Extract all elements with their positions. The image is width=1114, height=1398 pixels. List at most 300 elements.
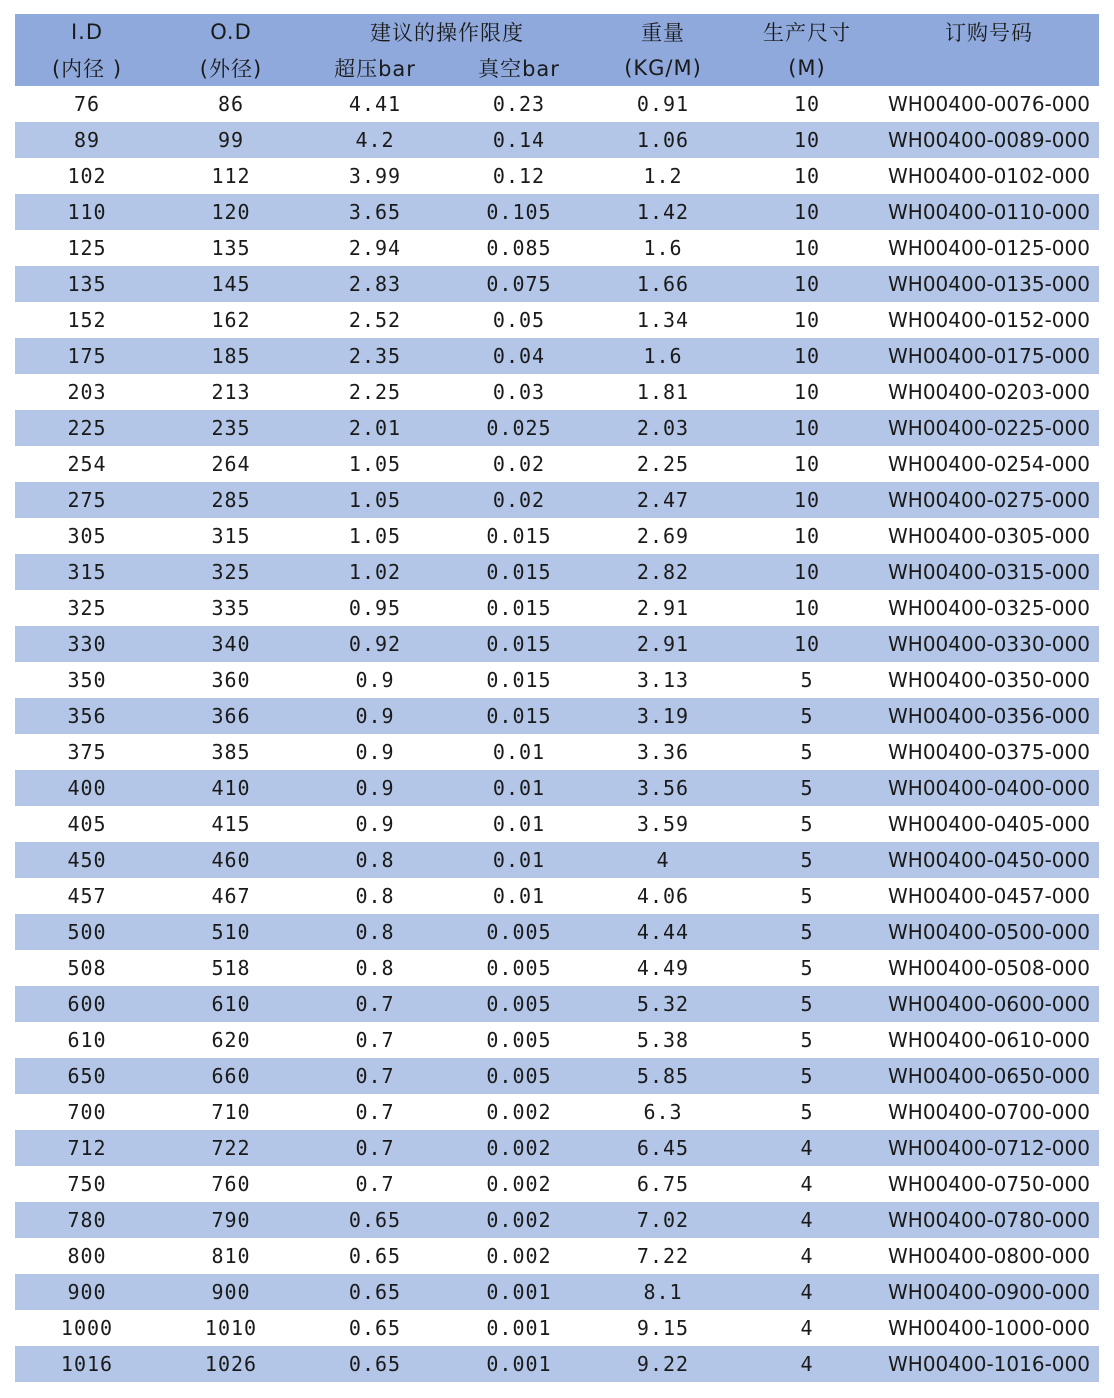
cell-vacuum: 0.04 [447,338,591,374]
cell-length: 5 [735,986,879,1022]
cell-weight: 3.59 [591,806,735,842]
cell-outer-diameter: 112 [159,158,303,194]
cell-weight: 9.15 [591,1310,735,1346]
cell-inner-diameter: 375 [15,734,159,770]
cell-vacuum: 0.015 [447,698,591,734]
cell-length: 4 [735,1166,879,1202]
cell-inner-diameter: 405 [15,806,159,842]
table-row [15,734,1099,770]
cell-inner-diameter: 1016 [15,1346,159,1382]
cell-length: 10 [735,158,879,194]
cell-order-number: WH00400-0135-000 [879,266,1099,302]
cell-weight: 1.34 [591,302,735,338]
cell-order-number: WH00400-0175-000 [879,338,1099,374]
cell-order-number: WH00400-0325-000 [879,590,1099,626]
cell-pressure: 4.2 [303,122,447,158]
cell-outer-diameter: 610 [159,986,303,1022]
cell-outer-diameter: 518 [159,950,303,986]
cell-weight: 1.42 [591,194,735,230]
cell-weight: 2.69 [591,518,735,554]
cell-length: 4 [735,1130,879,1166]
cell-vacuum: 0.02 [447,482,591,518]
cell-inner-diameter: 305 [15,518,159,554]
table-row [15,1022,1099,1058]
cell-weight: 6.3 [591,1094,735,1130]
cell-vacuum: 0.12 [447,158,591,194]
cell-vacuum: 0.001 [447,1274,591,1310]
cell-pressure: 0.8 [303,914,447,950]
header-length-unit: (M) [735,50,879,86]
cell-vacuum: 0.01 [447,806,591,842]
header-outer-diameter: O.D [159,14,303,50]
cell-order-number: WH00400-0102-000 [879,158,1099,194]
cell-inner-diameter: 600 [15,986,159,1022]
cell-outer-diameter: 360 [159,662,303,698]
cell-vacuum: 0.03 [447,374,591,410]
cell-pressure: 0.65 [303,1274,447,1310]
cell-outer-diameter: 790 [159,1202,303,1238]
header-production-length: 生产尺寸 [735,14,879,50]
cell-outer-diameter: 510 [159,914,303,950]
cell-length: 4 [735,1202,879,1238]
cell-length: 10 [735,554,879,590]
header-weight: 重量 [591,14,735,50]
cell-order-number: WH00400-0076-000 [879,86,1099,122]
cell-vacuum: 0.05 [447,302,591,338]
cell-pressure: 2.83 [303,266,447,302]
cell-inner-diameter: 500 [15,914,159,950]
cell-length: 5 [735,734,879,770]
cell-pressure: 0.92 [303,626,447,662]
cell-vacuum: 0.002 [447,1094,591,1130]
cell-order-number: WH00400-0750-000 [879,1166,1099,1202]
cell-pressure: 2.25 [303,374,447,410]
cell-vacuum: 0.075 [447,266,591,302]
cell-pressure: 0.8 [303,950,447,986]
cell-pressure: 0.65 [303,1238,447,1274]
cell-vacuum: 0.085 [447,230,591,266]
cell-outer-diameter: 213 [159,374,303,410]
cell-inner-diameter: 780 [15,1202,159,1238]
cell-length: 10 [735,266,879,302]
cell-order-number: WH00400-0500-000 [879,914,1099,950]
cell-length: 10 [735,590,879,626]
cell-outer-diameter: 99 [159,122,303,158]
cell-weight: 7.02 [591,1202,735,1238]
cell-outer-diameter: 145 [159,266,303,302]
cell-inner-diameter: 400 [15,770,159,806]
cell-outer-diameter: 810 [159,1238,303,1274]
cell-outer-diameter: 410 [159,770,303,806]
cell-vacuum: 0.002 [447,1130,591,1166]
cell-vacuum: 0.105 [447,194,591,230]
cell-length: 4 [735,1238,879,1274]
cell-outer-diameter: 86 [159,86,303,122]
cell-pressure: 0.65 [303,1310,447,1346]
cell-inner-diameter: 76 [15,86,159,122]
cell-order-number: WH00400-0650-000 [879,1058,1099,1094]
cell-order-number: WH00400-0152-000 [879,302,1099,338]
cell-outer-diameter: 366 [159,698,303,734]
cell-weight: 4.44 [591,914,735,950]
cell-pressure: 0.9 [303,698,447,734]
cell-length: 5 [735,1094,879,1130]
cell-weight: 2.82 [591,554,735,590]
cell-inner-diameter: 152 [15,302,159,338]
table-row [15,1166,1099,1202]
cell-outer-diameter: 135 [159,230,303,266]
header-row-2 [15,50,1099,86]
cell-inner-diameter: 450 [15,842,159,878]
cell-pressure: 0.7 [303,1058,447,1094]
cell-outer-diameter: 235 [159,410,303,446]
cell-length: 10 [735,482,879,518]
table-row [15,1202,1099,1238]
table-row [15,914,1099,950]
cell-inner-diameter: 650 [15,1058,159,1094]
cell-order-number: WH00400-0900-000 [879,1274,1099,1310]
cell-outer-diameter: 264 [159,446,303,482]
cell-outer-diameter: 335 [159,590,303,626]
table-row [15,302,1099,338]
cell-weight: 1.66 [591,266,735,302]
cell-length: 10 [735,374,879,410]
cell-pressure: 0.9 [303,806,447,842]
header-inner-diameter: I.D [15,14,159,50]
cell-outer-diameter: 660 [159,1058,303,1094]
cell-order-number: WH00400-0125-000 [879,230,1099,266]
cell-order-number: WH00400-0203-000 [879,374,1099,410]
header-row-1 [15,14,1099,50]
cell-pressure: 2.35 [303,338,447,374]
cell-order-number: WH00400-0330-000 [879,626,1099,662]
cell-pressure: 2.94 [303,230,447,266]
cell-inner-diameter: 750 [15,1166,159,1202]
cell-pressure: 2.01 [303,410,447,446]
cell-weight: 8.1 [591,1274,735,1310]
cell-pressure: 1.02 [303,554,447,590]
header-weight-unit: (KG/M) [591,50,735,86]
cell-vacuum: 0.015 [447,662,591,698]
cell-vacuum: 0.001 [447,1346,591,1382]
cell-order-number: WH00400-0375-000 [879,734,1099,770]
cell-vacuum: 0.002 [447,1238,591,1274]
cell-order-number: WH00400-0225-000 [879,410,1099,446]
cell-inner-diameter: 508 [15,950,159,986]
cell-pressure: 4.41 [303,86,447,122]
cell-length: 5 [735,662,879,698]
cell-weight: 2.25 [591,446,735,482]
cell-order-number: WH00400-0450-000 [879,842,1099,878]
cell-vacuum: 0.005 [447,914,591,950]
cell-weight: 1.06 [591,122,735,158]
cell-outer-diameter: 120 [159,194,303,230]
cell-outer-diameter: 285 [159,482,303,518]
cell-order-number: WH00400-0712-000 [879,1130,1099,1166]
cell-vacuum: 0.015 [447,518,591,554]
cell-weight: 2.03 [591,410,735,446]
cell-weight: 3.36 [591,734,735,770]
cell-outer-diameter: 722 [159,1130,303,1166]
cell-pressure: 0.95 [303,590,447,626]
cell-inner-diameter: 89 [15,122,159,158]
cell-inner-diameter: 175 [15,338,159,374]
table-row [15,338,1099,374]
cell-length: 5 [735,1022,879,1058]
cell-weight: 2.47 [591,482,735,518]
cell-pressure: 3.99 [303,158,447,194]
cell-pressure: 0.9 [303,734,447,770]
cell-pressure: 3.65 [303,194,447,230]
cell-pressure: 0.9 [303,770,447,806]
cell-order-number: WH00400-0350-000 [879,662,1099,698]
table-row [15,446,1099,482]
cell-order-number: WH00400-1000-000 [879,1310,1099,1346]
table-row [15,518,1099,554]
cell-vacuum: 0.015 [447,626,591,662]
table-row [15,554,1099,590]
cell-vacuum: 0.01 [447,734,591,770]
cell-weight: 4 [591,842,735,878]
cell-outer-diameter: 1010 [159,1310,303,1346]
cell-pressure: 0.7 [303,1022,447,1058]
cell-inner-diameter: 135 [15,266,159,302]
cell-inner-diameter: 225 [15,410,159,446]
cell-order-number: WH00400-0315-000 [879,554,1099,590]
cell-inner-diameter: 102 [15,158,159,194]
cell-length: 10 [735,626,879,662]
cell-vacuum: 0.02 [447,446,591,482]
cell-length: 5 [735,770,879,806]
cell-vacuum: 0.002 [447,1202,591,1238]
cell-weight: 5.32 [591,986,735,1022]
cell-vacuum: 0.005 [447,986,591,1022]
cell-outer-diameter: 467 [159,878,303,914]
cell-vacuum: 0.14 [447,122,591,158]
cell-order-number: WH00400-0400-000 [879,770,1099,806]
cell-vacuum: 0.005 [447,1022,591,1058]
cell-vacuum: 0.005 [447,1058,591,1094]
cell-order-number: WH00400-0780-000 [879,1202,1099,1238]
cell-length: 10 [735,338,879,374]
table-row [15,842,1099,878]
cell-pressure: 0.65 [303,1346,447,1382]
cell-pressure: 0.8 [303,878,447,914]
table-row [15,230,1099,266]
cell-length: 5 [735,806,879,842]
cell-pressure: 2.52 [303,302,447,338]
cell-inner-diameter: 800 [15,1238,159,1274]
cell-outer-diameter: 460 [159,842,303,878]
cell-weight: 9.22 [591,1346,735,1382]
cell-outer-diameter: 185 [159,338,303,374]
cell-pressure: 0.7 [303,1166,447,1202]
cell-order-number: WH00400-0405-000 [879,806,1099,842]
cell-order-number: WH00400-0275-000 [879,482,1099,518]
cell-length: 10 [735,446,879,482]
header-order-blank [879,50,1099,86]
cell-order-number: WH00400-0305-000 [879,518,1099,554]
cell-weight: 3.19 [591,698,735,734]
header-inner-diameter-cn: (内径 ) [15,50,159,86]
table-row [15,266,1099,302]
table-row [15,1310,1099,1346]
table-row [15,662,1099,698]
cell-pressure: 1.05 [303,446,447,482]
cell-length: 10 [735,122,879,158]
cell-length: 5 [735,914,879,950]
cell-pressure: 0.7 [303,1094,447,1130]
cell-order-number: WH00400-0254-000 [879,446,1099,482]
cell-length: 10 [735,518,879,554]
cell-vacuum: 0.01 [447,878,591,914]
cell-pressure: 1.05 [303,482,447,518]
cell-inner-diameter: 610 [15,1022,159,1058]
cell-vacuum: 0.005 [447,950,591,986]
table-row [15,950,1099,986]
cell-weight: 0.91 [591,86,735,122]
cell-outer-diameter: 415 [159,806,303,842]
cell-pressure: 1.05 [303,518,447,554]
cell-weight: 4.49 [591,950,735,986]
table-row [15,698,1099,734]
cell-length: 10 [735,86,879,122]
cell-weight: 2.91 [591,590,735,626]
cell-inner-diameter: 125 [15,230,159,266]
cell-vacuum: 0.015 [447,554,591,590]
cell-vacuum: 0.025 [447,410,591,446]
cell-vacuum: 0.23 [447,86,591,122]
table-row [15,374,1099,410]
cell-weight: 2.91 [591,626,735,662]
cell-vacuum: 0.01 [447,842,591,878]
cell-weight: 4.06 [591,878,735,914]
table-row [15,770,1099,806]
cell-outer-diameter: 385 [159,734,303,770]
cell-weight: 5.38 [591,1022,735,1058]
cell-inner-diameter: 254 [15,446,159,482]
table-row [15,878,1099,914]
cell-outer-diameter: 620 [159,1022,303,1058]
cell-inner-diameter: 110 [15,194,159,230]
cell-order-number: WH00400-0610-000 [879,1022,1099,1058]
table-row [15,1130,1099,1166]
hose-spec-table [15,14,1099,1382]
cell-length: 4 [735,1346,879,1382]
table-row [15,86,1099,122]
cell-inner-diameter: 356 [15,698,159,734]
table-row [15,806,1099,842]
cell-order-number: WH00400-0508-000 [879,950,1099,986]
cell-vacuum: 0.002 [447,1166,591,1202]
cell-outer-diameter: 315 [159,518,303,554]
table-row [15,1274,1099,1310]
table-row [15,590,1099,626]
cell-inner-diameter: 203 [15,374,159,410]
cell-inner-diameter: 330 [15,626,159,662]
cell-vacuum: 0.01 [447,770,591,806]
cell-order-number: WH00400-0356-000 [879,698,1099,734]
cell-pressure: 0.7 [303,986,447,1022]
cell-outer-diameter: 1026 [159,1346,303,1382]
cell-length: 10 [735,230,879,266]
cell-order-number: WH00400-0700-000 [879,1094,1099,1130]
cell-weight: 1.2 [591,158,735,194]
cell-weight: 5.85 [591,1058,735,1094]
table-row [15,122,1099,158]
cell-pressure: 0.9 [303,662,447,698]
header-pressure: 超压bar [303,50,447,86]
header-operating-limits: 建议的操作限度 [303,14,591,50]
table-row [15,158,1099,194]
table-row [15,410,1099,446]
table-row [15,1238,1099,1274]
cell-weight: 3.56 [591,770,735,806]
cell-pressure: 0.65 [303,1202,447,1238]
header-order-number: 订购号码 [879,14,1099,50]
table-header [15,14,1099,86]
cell-order-number: WH00400-0457-000 [879,878,1099,914]
cell-length: 5 [735,698,879,734]
cell-length: 5 [735,1058,879,1094]
cell-inner-diameter: 1000 [15,1310,159,1346]
cell-weight: 6.75 [591,1166,735,1202]
cell-weight: 6.45 [591,1130,735,1166]
cell-length: 4 [735,1310,879,1346]
cell-vacuum: 0.001 [447,1310,591,1346]
cell-outer-diameter: 710 [159,1094,303,1130]
table-body [15,86,1099,1382]
cell-inner-diameter: 350 [15,662,159,698]
cell-pressure: 0.7 [303,1130,447,1166]
header-vacuum: 真空bar [447,50,591,86]
cell-vacuum: 0.015 [447,590,591,626]
cell-weight: 3.13 [591,662,735,698]
table-row [15,482,1099,518]
cell-order-number: WH00400-0800-000 [879,1238,1099,1274]
cell-outer-diameter: 900 [159,1274,303,1310]
cell-inner-diameter: 457 [15,878,159,914]
cell-inner-diameter: 315 [15,554,159,590]
cell-order-number: WH00400-0089-000 [879,122,1099,158]
table-row [15,986,1099,1022]
cell-length: 10 [735,194,879,230]
cell-outer-diameter: 760 [159,1166,303,1202]
table-row [15,1094,1099,1130]
cell-weight: 1.6 [591,230,735,266]
cell-length: 5 [735,878,879,914]
cell-order-number: WH00400-1016-000 [879,1346,1099,1382]
cell-inner-diameter: 700 [15,1094,159,1130]
table-row [15,1058,1099,1094]
cell-order-number: WH00400-0110-000 [879,194,1099,230]
cell-pressure: 0.8 [303,842,447,878]
cell-length: 5 [735,842,879,878]
cell-length: 5 [735,950,879,986]
cell-weight: 1.6 [591,338,735,374]
cell-outer-diameter: 325 [159,554,303,590]
cell-length: 4 [735,1274,879,1310]
cell-outer-diameter: 340 [159,626,303,662]
cell-length: 10 [735,410,879,446]
cell-outer-diameter: 162 [159,302,303,338]
cell-inner-diameter: 325 [15,590,159,626]
table-row [15,1346,1099,1382]
cell-inner-diameter: 900 [15,1274,159,1310]
cell-inner-diameter: 712 [15,1130,159,1166]
table-row [15,626,1099,662]
cell-order-number: WH00400-0600-000 [879,986,1099,1022]
